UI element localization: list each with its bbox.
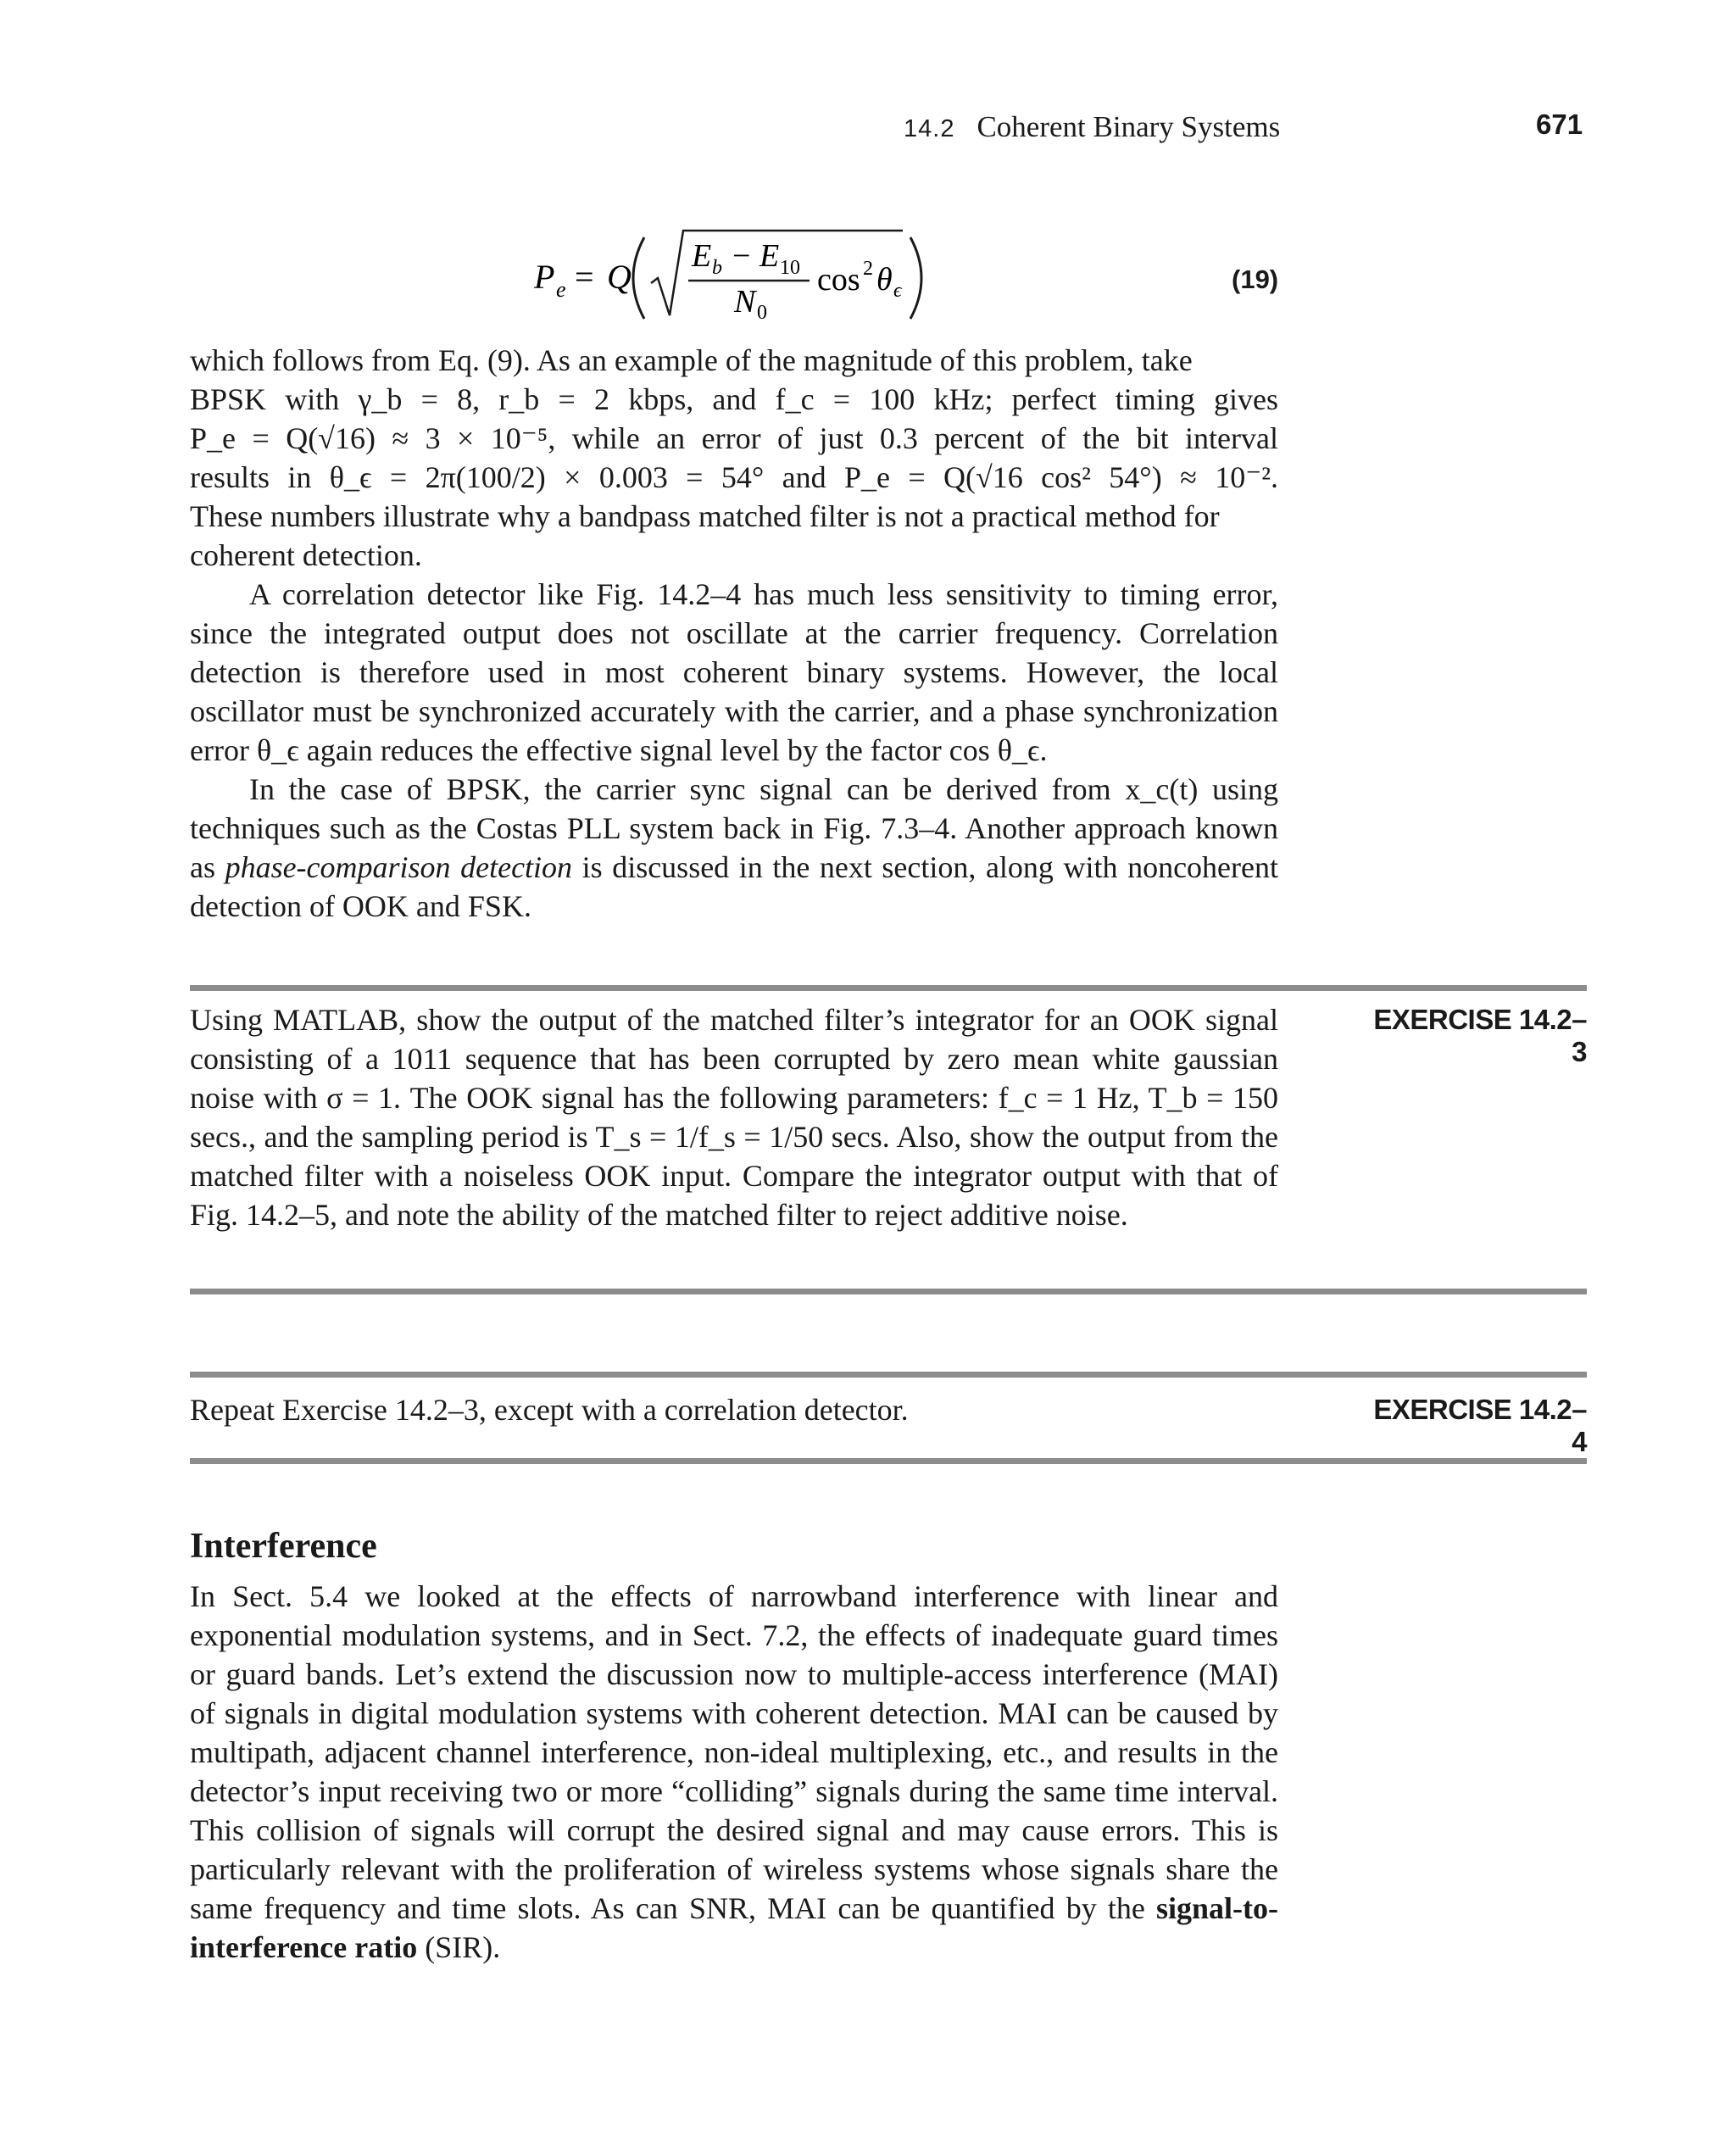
exercise4-bottom-rule <box>190 1458 1587 1464</box>
eq-Q: Q <box>607 258 632 296</box>
eq-equals: = <box>575 258 594 296</box>
para1-line2: BPSK with γ_b = 8, r_b = 2 kbps, and f_c = 100 kHz; perfect timing gives <box>190 382 1278 416</box>
section-heading-interference: Interference <box>190 1527 377 1566</box>
paragraph-correlation-detector: A correlation detector like Fig. 14.2–4 has much less sensitivity to timing error, since the integrated output does not oscillate at the carrier frequency. Correlation detection is therefore used in most coherent binary systems. However, the local oscillator must be synchronized accurately with the carrier, and a phase synchronization error θ_ϵ again reduces the effective signal level by the factor cos θ_ϵ. <box>190 577 1278 767</box>
page-number: 671 <box>1536 109 1583 140</box>
para1-line5: These numbers illustrate why a bandpass matched filter is not a practical method for <box>190 499 1220 533</box>
body-text-top <box>190 341 1278 926</box>
interference-bold-term: signal-to-interference ratio <box>190 1891 1278 1964</box>
num-E: E <box>692 238 712 274</box>
para3-text-b: is discussed in the next section, along with noncoherent detection of OOK and FSK. <box>190 850 1278 923</box>
exercise3-text: Using MATLAB, show the output of the matched filter’s integrator for an OOK signal consisting of a 1011 sequence that has been corrupted by zero mean white gaussian noise with σ = 1. The OOK signal has the following parameters: f_c = 1 Hz, T_b = 150 secs., and the sampling period is T_s = 1/f_s = 1/50 secs. Also, show the output from the matched filter with a noiseless OOK input. Compare the integrator output with that of Fig. 14.2–5, and note the ability of the matched filter to reject additive noise. <box>190 1003 1278 1232</box>
para1-line6: coherent detection. <box>190 538 422 572</box>
running-head <box>904 110 1280 144</box>
num-E10: E <box>760 238 780 274</box>
section-number: 14.2 <box>904 115 955 142</box>
den-N-sub: 0 <box>757 302 767 324</box>
para1-line3: P_e = Q(√16) ≈ 3 × 10⁻⁵, while an error of just 0.3 percent of the bit interval <box>190 421 1278 455</box>
exercise3-top-rule <box>190 985 1587 991</box>
equation-number: (19) <box>1232 264 1279 294</box>
num-E10-sub: 10 <box>780 257 800 279</box>
para1-line1: which follows from Eq. (9). As an example of the magnitude of this problem, take <box>190 343 1193 377</box>
paragraph-bpsk-sync <box>190 770 1278 926</box>
exercise4-top-rule <box>190 1372 1587 1378</box>
para3-emphasis: phase-comparison detection <box>225 850 573 884</box>
eq-theta-sub: ϵ <box>893 280 902 302</box>
eq-P-sub: e <box>556 277 566 302</box>
exercise3-bottom-rule <box>190 1289 1587 1294</box>
num-minus: − <box>732 238 751 274</box>
eq-P: P <box>534 258 555 296</box>
eq-cos: cos <box>817 262 860 298</box>
den-N: N <box>734 284 756 320</box>
para3-text-a: In the case of BPSK, the carrier sync signal can be derived from x_c(t) using techniques such as the Costas PLL system back in Fig. 7.3–4. Another approach known as <box>190 772 1278 884</box>
interference-text-a: In Sect. 5.4 we looked at the effects of narrowband interference with linear and exponential modulation systems, and in Sect. 7.2, the effects of inadequate guard times or guard bands. Let’s extend the discussion now to multiple-access interference (MAI) of signals in digital modulation systems with coherent detection. MAI can be caused by multipath, adjacent channel interference, non-ideal multiplexing, etc., and results in the detector’s input receiving two or more “colliding” signals during the same time interval. This collision of signals will corrupt the desired signal and may cause errors. This is particularly relevant with the proliferation of wireless systems whose signals share the same frequency and time slots. As can SNR, MAI can be quantified by the <box>190 1579 1278 1925</box>
equation-19 <box>534 227 958 329</box>
equation-svg <box>534 227 958 329</box>
eq-cos-exp: 2 <box>863 258 873 280</box>
interference-paragraph <box>190 1577 1278 1967</box>
exercise4-label: EXERCISE 14.2–4 <box>1373 1394 1587 1457</box>
num-E-sub: b <box>712 257 722 279</box>
interference-text-b: (SIR). <box>417 1930 501 1964</box>
section-title: Coherent Binary Systems <box>976 110 1281 143</box>
exercise4-text: Repeat Exercise 14.2–3, except with a correlation detector. <box>190 1393 909 1427</box>
eq-theta: θ <box>876 262 893 298</box>
left-paren <box>633 237 644 319</box>
exercise3-label: EXERCISE 14.2–3 <box>1373 1004 1587 1067</box>
para1-line4: results in θ_ϵ = 2π(100/2) × 0.003 = 54° and P_e = Q(√16 cos² 54°) ≈ 10⁻². <box>190 460 1278 494</box>
right-paren <box>910 237 921 319</box>
